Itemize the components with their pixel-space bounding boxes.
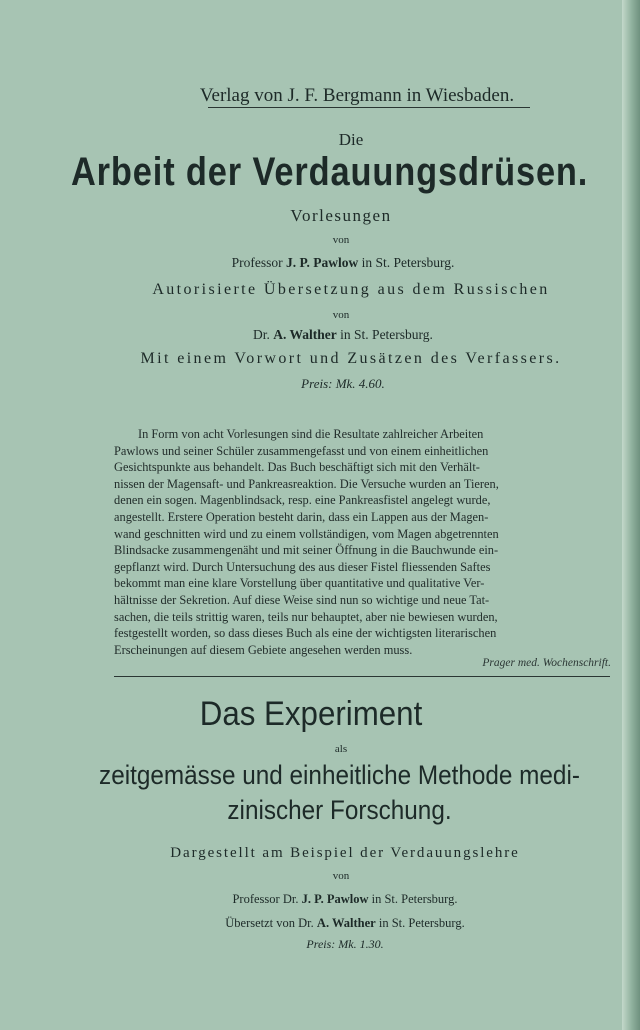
book1-title: Arbeit der Verdauungsdrüsen. (70, 150, 589, 194)
book1-review (114, 426, 611, 658)
book1-translator-prefix: Dr. (253, 327, 270, 342)
book1-translation-note: Autorisierte Übersetzung aus dem Russischen (152, 281, 550, 298)
book1-author (0, 255, 640, 271)
book2-author-name: J. P. Pawlow (301, 892, 369, 906)
header-rule (208, 107, 530, 108)
book2-translator-place: in St. Petersburg. (378, 916, 465, 930)
review-line: Erscheinungen auf diesem Gebiete angesehen werden muss. (114, 642, 413, 657)
book2-author (0, 892, 640, 907)
book1-author-prefix: Professor (231, 255, 283, 270)
book2-translator (0, 916, 640, 931)
publisher-header: Verlag von J. F. Bergmann in Wiesbaden. (199, 85, 515, 106)
book2-translator-name: A. Walther (316, 916, 376, 930)
book2-title: Das Experiment (199, 695, 423, 733)
book1-von-1: von (332, 234, 350, 246)
book1-author-place: in St. Petersburg. (361, 255, 455, 270)
review-line: In Form von acht Vorlesungen sind die Resultate zahlreicher Arbeiten (138, 427, 484, 441)
book2-translator-prefix: Übersetzt von Dr. (225, 916, 314, 930)
book2-title-line2: zeitgemässe und einheitliche Methode medi- (99, 760, 580, 790)
review-line: nissen der Magensaft- und Pankreasreaktion. Die Versuche wurden an Tieren, (114, 476, 499, 491)
section-divider (114, 676, 610, 677)
page-edge (622, 0, 640, 1030)
book2-subtitle: Dargestellt am Beispiel der Verdauungslehre (170, 845, 520, 861)
review-line: festgestellt worden, so dass dieses Buch als eine der wichtigsten literarischen (114, 626, 497, 641)
book1-von-2: von (332, 309, 350, 321)
book1-translator-name: A. Walther (273, 327, 337, 342)
book1-author-name: J. P. Pawlow (285, 255, 359, 270)
review-line: denen ein sogen. Magenblindsack, resp. eine Pankreasfistel angelegt wurde, (114, 493, 491, 508)
book2-price: Preis: Mk. 1.30. (306, 937, 384, 951)
book1-article: Die (338, 130, 364, 149)
review-line: Gesichtspunkte aus behandelt. Das Buch beschäftigt sich mit den Verhält- (114, 460, 480, 475)
book1-translator-place: in St. Petersburg. (340, 327, 433, 342)
book2-als: als (334, 743, 348, 755)
book1-review-source: Prager med. Wochenschrift. (482, 657, 611, 669)
review-line: sachen, die teils strittig waren, teils nur behauptet, aber nie bewiesen wurden, (114, 609, 498, 624)
review-line: hältnisse der Sekretion. Auf diese Weise sind nun so wichtige und neue Tat- (114, 592, 490, 607)
review-line: Blindsacke zusammengenäht und mit seiner Öffnung in die Bauchwunde ein- (114, 543, 499, 558)
book2-title-line3: zinischer Forschung. (227, 795, 452, 825)
book2-author-prefix: Professor Dr. (232, 892, 299, 906)
book2-von: von (332, 870, 350, 882)
review-line: bekommt man eine klare Vorstellung über quantitative und qualitative Ver- (114, 576, 485, 591)
review-line: wand geschnitten wird und zu einem vollständigen, vom Magen abgetrennten (114, 526, 499, 541)
book1-subtitle: Vorlesungen (290, 206, 392, 225)
review-line: Pawlows und seiner Schüler zusammengefasst und von einem einheitlichen (114, 443, 489, 458)
book2-author-place: in St. Petersburg. (371, 892, 458, 906)
book1-preface-note: Mit einem Vorwort und Zusätzen des Verfassers. (140, 350, 562, 367)
book1-translator (0, 327, 640, 343)
book1-price: Preis: Mk. 4.60. (301, 376, 385, 391)
review-line: gepflanzt wird. Durch Untersuchung des aus dieser Fistel fliessenden Saftes (114, 559, 491, 574)
review-line: angestellt. Erstere Operation besteht darin, dass ein Lappen aus der Magen- (114, 509, 489, 524)
